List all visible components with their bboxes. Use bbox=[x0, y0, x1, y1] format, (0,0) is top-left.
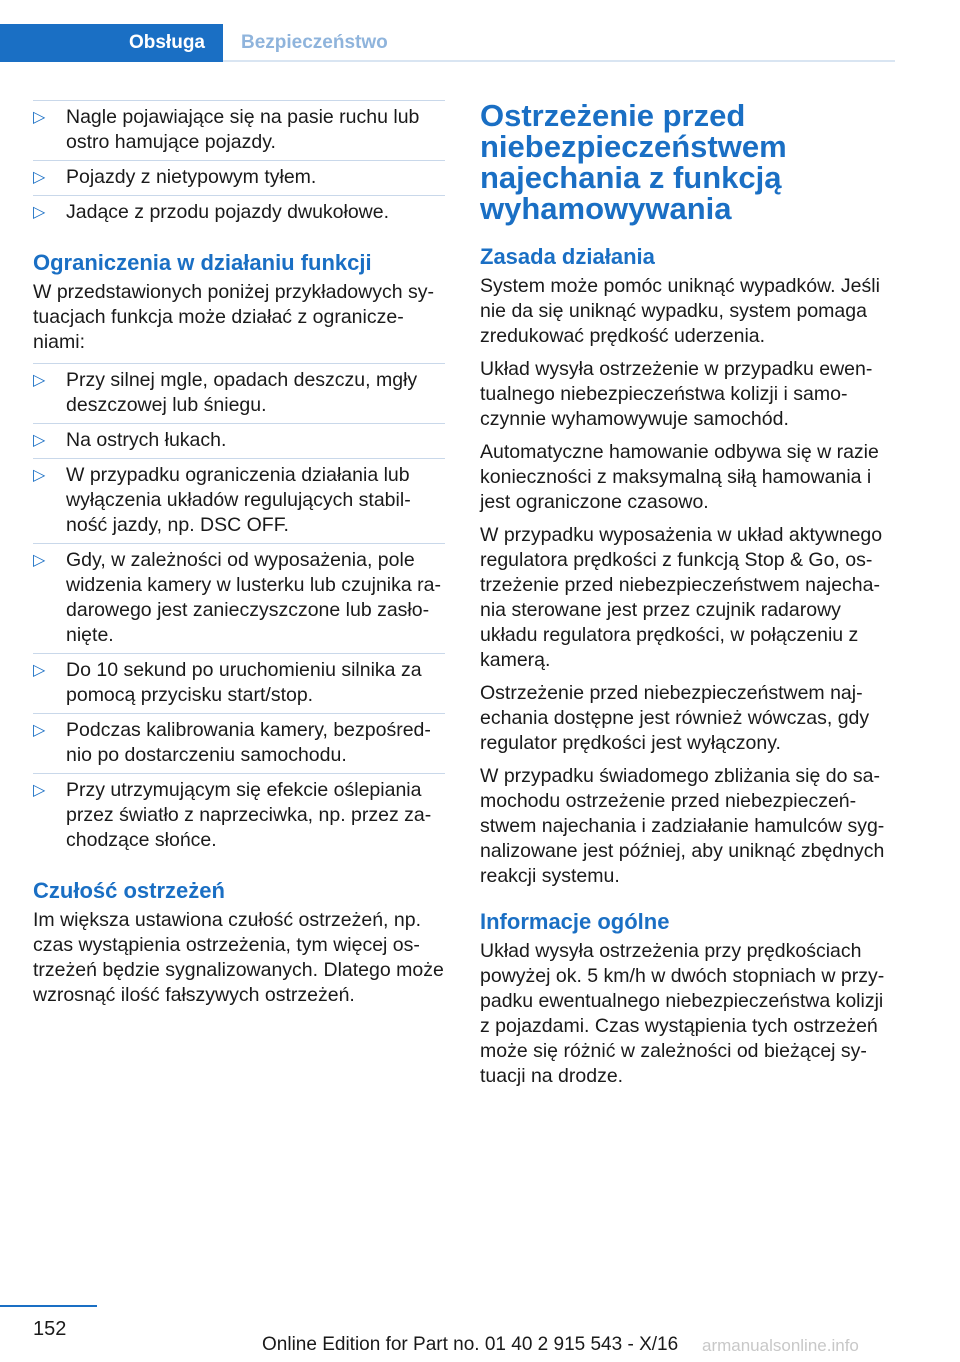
triangle-bullet-icon: ▷ bbox=[33, 169, 46, 186]
header-divider bbox=[223, 60, 895, 62]
list-item: ▷ Gdy, w zależności od wyposażenia, pole widzenia kamery w lusterku lub czujnika radarowego jest zanieczyszczone lub zasłonięte. bbox=[33, 544, 445, 654]
triangle-bullet-icon: ▷ bbox=[33, 467, 46, 484]
page-header bbox=[0, 0, 960, 62]
triangle-bullet-icon: ▷ bbox=[33, 722, 46, 739]
list-item: ▷ W przypadku ograniczenia działania lub wyłączenia układów regulujących stabilność jazdy, np. DSC OFF. bbox=[33, 459, 445, 544]
list-item: ▷ Przy utrzymującym się efekcie oślepiania przez światło z naprzeciwka, np. przez zachodzące słońce. bbox=[33, 779, 432, 851]
triangle-bullet-icon: ▷ bbox=[33, 109, 46, 126]
limits-heading: Ograniczenia w działaniu funkcji bbox=[33, 250, 372, 275]
limits-intro: W przedstawionych poniżej przykładowych sytuacjach funkcja może działać z ograniczeniami: bbox=[33, 281, 434, 353]
page-number: 152 bbox=[33, 1318, 67, 1340]
footer-divider bbox=[0, 1305, 97, 1307]
principle-paragraph: Automatyczne hamowanie odbywa się w razie konieczności z maksymalną siłą hamowania i jest ograniczone czasowo. bbox=[480, 441, 879, 513]
general-text: Układ wysyła ostrzeżenia przy prędkościach powyżej ok. 5 km/h w dwóch stopniach w przypadku ewentualnego niebezpieczeństwa kolizji z pojazdami. Czas wystąpienia tych ostrzeżeń może się różnić w zależności od bieżącej sytuacji na drodze. bbox=[480, 940, 885, 1087]
right-column bbox=[480, 100, 894, 1097]
hazard-list bbox=[33, 100, 445, 230]
watermark: armanualsonline.info bbox=[702, 1336, 859, 1355]
list-item: ▷ Pojazdy z nietypowym tyłem. bbox=[33, 161, 445, 196]
principle-paragraph: W przypadku świadomego zbliżania się do samochodu ostrzeżenie przed niebezpieczeństwem najechania i zadziałanie hamulców sygnalizowane jest później, aby uniknąć zbędnych reakcji systemu. bbox=[480, 765, 885, 887]
list-item: ▷ Przy silnej mgle, opadach deszczu, mgły deszczowej lub śniegu. bbox=[33, 364, 445, 424]
triangle-bullet-icon: ▷ bbox=[33, 432, 46, 449]
section-tab-bezpieczenstwo: Bezpieczeństwo bbox=[241, 32, 388, 53]
sensitivity-text: Im większa ustawiona czułość ostrzeżeń, np. czas wystąpienia ostrzeżenia, tym więcej ostrzeżeń będzie sygnalizowanych. Dlatego może wzrosnąć ilość fałszywych ostrzeżeń. bbox=[33, 909, 444, 1006]
general-heading: Informacje ogólne bbox=[480, 909, 670, 934]
principle-paragraph: System może pomóc uniknąć wypadków. Jeśli nie da się uniknąć wypadku, system pomaga zredukować prędkość uderzenia. bbox=[480, 275, 880, 347]
principle-paragraph: W przypadku wyposażenia w układ aktywnego regulatora prędkości z funkcją Stop & Go, ostrzeżenie przed niebezpieczeństwem najechania sterowane jest przez czujnik radarowy układu regulatora prędkości, w połączeniu z kamerą. bbox=[480, 524, 883, 671]
list-item: ▷ Na ostrych łukach. bbox=[33, 424, 445, 459]
list-item: ▷ Do 10 sekund po uruchomieniu silnika za pomocą przycisku start/stop. bbox=[33, 654, 445, 714]
section-tab-obsluga: Obsługa bbox=[0, 24, 223, 62]
triangle-bullet-icon: ▷ bbox=[33, 662, 46, 679]
triangle-bullet-icon: ▷ bbox=[33, 204, 46, 221]
list-item: ▷ Podczas kalibrowania kamery, bezpośrednio po dostarczeniu samochodu. bbox=[33, 714, 445, 774]
section-title: Ostrzeżenie przed niebezpieczeństwem najechania z funkcją wyhamowywania bbox=[480, 98, 787, 226]
list-item: ▷ Jadące z przodu pojazdy dwukołowe. bbox=[33, 201, 390, 223]
sensitivity-heading: Czułość ostrzeżeń bbox=[33, 878, 225, 903]
triangle-bullet-icon: ▷ bbox=[33, 782, 46, 799]
principle-paragraph: Ostrzeżenie przed niebezpieczeństwem najechania dostępne jest również wówczas, gdy regulator prędkości jest wyłączony. bbox=[480, 682, 870, 754]
triangle-bullet-icon: ▷ bbox=[33, 372, 46, 389]
list-item: ▷ Nagle pojawiające się na pasie ruchu lub ostro hamujące pojazdy. bbox=[33, 101, 445, 161]
edition-note: Online Edition for Part no. 01 40 2 915 543 - X/16 bbox=[262, 1334, 679, 1355]
principle-paragraph: Układ wysyła ostrzeżenie w przypadku ewentualnego niebezpieczeństwa kolizji i samoczynnie wyhamowywuje samochód. bbox=[480, 358, 873, 430]
limits-list bbox=[33, 363, 445, 858]
principle-heading: Zasada działania bbox=[480, 244, 655, 269]
triangle-bullet-icon: ▷ bbox=[33, 552, 46, 569]
left-column bbox=[33, 100, 445, 1016]
